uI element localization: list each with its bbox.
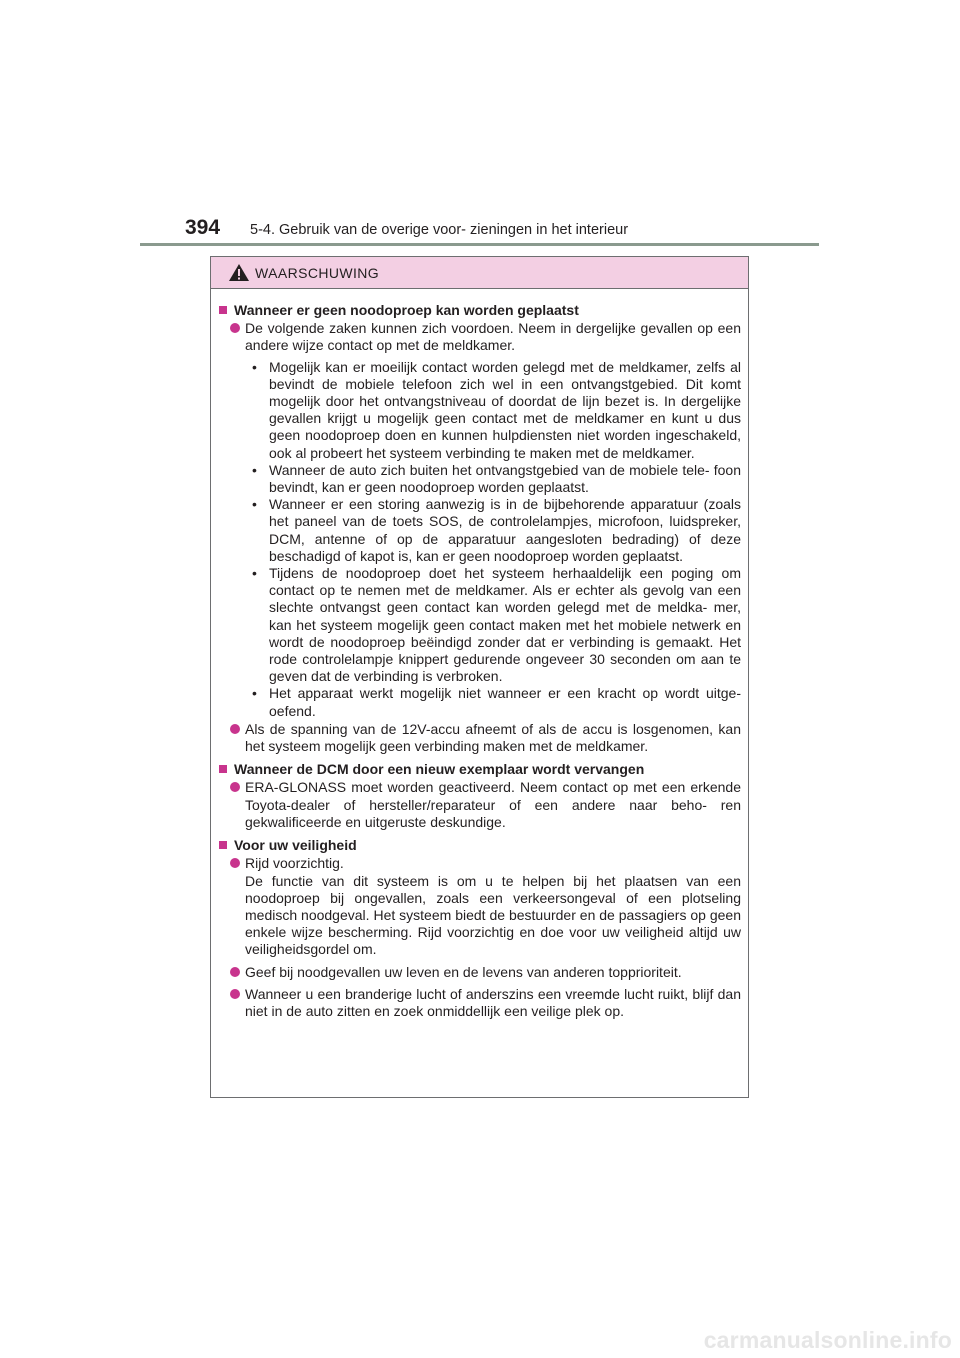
page-header: [0, 0, 960, 250]
square-bullet-icon: [219, 765, 227, 773]
warning-title: WAARSCHUWING: [255, 265, 380, 281]
page-number: 394: [185, 216, 221, 239]
sub-bullet: • Mogelijk kan er moeilijk contact worden gelegd met de meldkamer, zelfs al bevindt de mobiele telefoon zich wel in een ontvangstgebied. Dit komt mogelijk door het ontvangstniveau of doordat de lijn bezet is. In dergelijke gevallen krijgt u mogelijk geen contact met de meldkamer en kunt u dus geen noodoproep doen en kunnen hulpdiensten niet worden ingeschakeld, ook al probeert het systeem verbinding te maken met de meldkamer.: [252, 358, 741, 461]
item-text: De volgende zaken kunnen zich voordoen. Neem in dergelijke gevallen op een andere wijze contact op met de meldkamer.: [245, 320, 741, 354]
item-text: De functie van dit systeem is om u te helpen bij het plaatsen van een noodoproep bij ongevallen, zoals een verkeersongeval of een plotseling medisch noodgeval. Het systeem biedt de bestuurder en de passagiers op geen enkele wijze bescherming. Rijd voorzichtig en doe voor uw veiligheid altijd uw veiligheidsgordel om.: [245, 872, 741, 958]
circle-bullet-icon: [230, 967, 240, 977]
warning-header: [211, 257, 748, 289]
item-text: Geef bij noodgevallen uw leven en de levens van anderen topprioriteit.: [245, 963, 682, 980]
section-heading: Wanneer de DCM door een nieuw exemplaar wordt vervangen: [218, 761, 741, 778]
list-item: [218, 855, 741, 958]
warning-box: [210, 256, 749, 1098]
square-bullet-icon: [219, 306, 227, 314]
item-text: Als de spanning van de 12V-accu afneemt of als de accu is losgenomen, kan het systeem mogelijk geen verbinding maken met de meldkamer.: [245, 720, 741, 755]
sub-bullet: • Tijdens de noodoproep doet het systeem herhaaldelijk een poging om contact op te nemen met de meldkamer. Als er echter als gevolg van een slechte ontvangst geen contact kan worden gelegd met de meldka- mer, kan het systeem mogelijk geen contact maken met het mobiele netwerk en wordt de noodoproep beëindigd zonder dat er verbinding is gemaakt. Het rode controlelampje knippert gedurende ongeveer 30 seconden om aan te geven dat de verbinding is verbroken.: [252, 565, 741, 685]
item-text: Wanneer u een branderige lucht of anderszins een vreemde lucht ruikt, blijf dan niet in de auto zitten en zoek onmiddellijk een veilige plek op.: [245, 985, 741, 1019]
list-item: [218, 320, 741, 720]
sub-bullet: • Wanneer er een storing aanwezig is in de bijbehorende apparatuur (zoals het paneel van de toets SOS, de controlelampjes, microfoon, luidspreker, DCM, antenne of op de apparatuur aangesloten bedrading) of deze beschadigd of kapot is, kan er geen noodoproep worden geplaatst.: [252, 496, 741, 564]
circle-bullet-icon: [230, 989, 240, 999]
warning-content: [211, 289, 748, 1020]
sub-bullet: • Wanneer de auto zich buiten het ontvangstgebied van de mobiele tele- foon bevindt, kan er geen noodoproep worden geplaatst.: [252, 461, 741, 496]
watermark: carmanualsonline.info: [703, 1327, 952, 1353]
square-bullet-icon: [219, 841, 227, 849]
sub-bullet: • Het apparaat werkt mogelijk niet wanneer er een kracht op wordt uitge- oefend.: [252, 685, 741, 719]
item-text: Rijd voorzichtig.: [245, 855, 344, 872]
circle-bullet-icon: [230, 858, 240, 868]
circle-bullet-icon: [230, 323, 240, 333]
list-item: [218, 779, 741, 831]
sub-bullet-list: [245, 359, 741, 720]
section-heading: Wanneer er geen noodoproep kan worden geplaatst: [218, 302, 741, 319]
header-rule: [140, 243, 819, 246]
section-title: 5-4. Gebruik van de overige voor- zieningen in het interieur: [250, 222, 629, 238]
section-heading: Voor uw veiligheid: [218, 837, 741, 854]
list-item: [218, 964, 741, 981]
circle-bullet-icon: [230, 724, 240, 734]
warning-triangle-icon: [228, 263, 250, 282]
item-text: ERA-GLONASS moet worden geactiveerd. Neem contact op met een erkende Toyota-dealer of hersteller/reparateur of een andere naar beho- ren gekwalificeerde en uitgeruste deskundige.: [245, 779, 741, 830]
list-item: [218, 986, 741, 1020]
list-item: [218, 721, 741, 755]
circle-bullet-icon: [230, 782, 240, 792]
